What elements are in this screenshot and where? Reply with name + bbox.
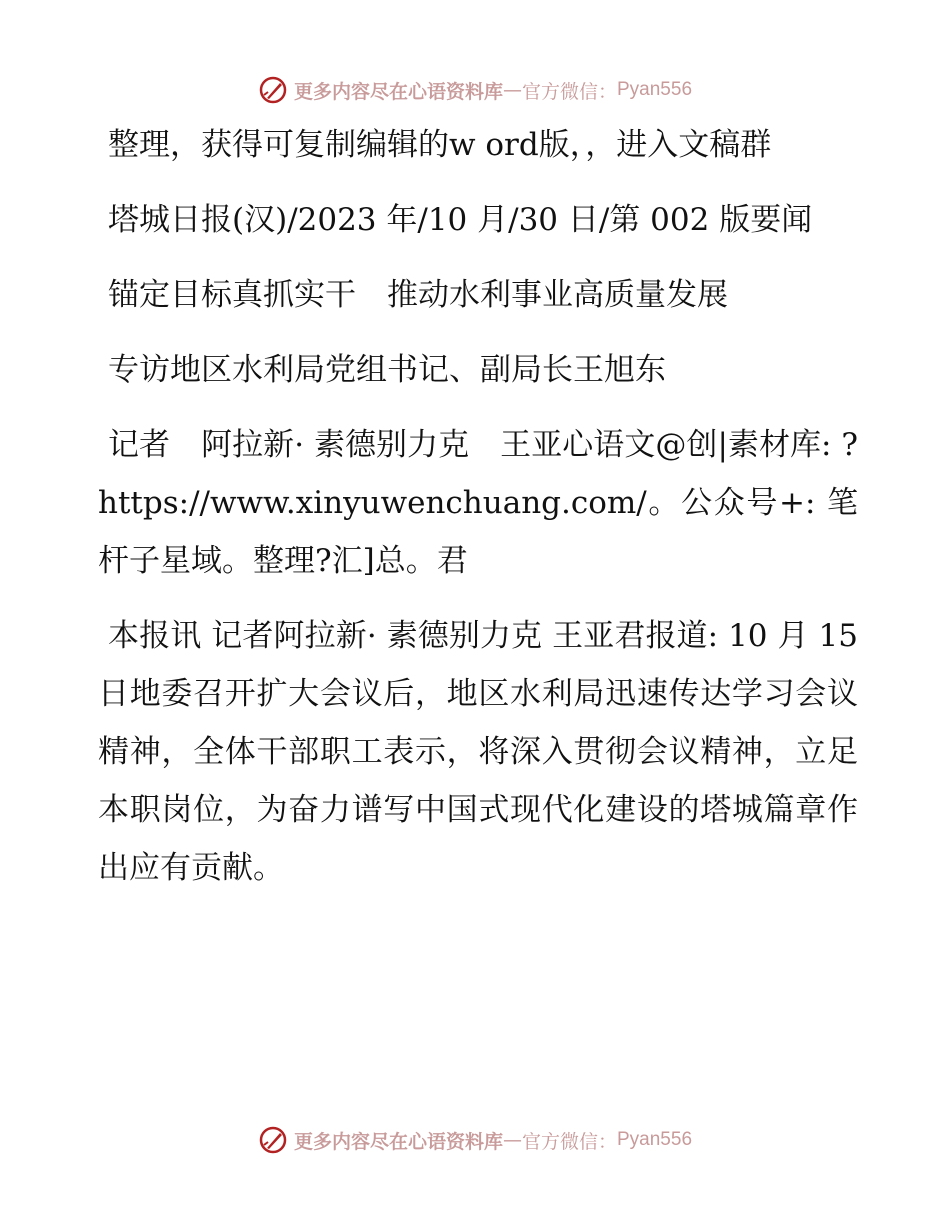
paragraph-source-line: 塔城日报(汉)/2023 年/10 月/30 日/第 002 版要闻: [108, 202, 813, 238]
header-watermark-text: 更多内容尽在心语资料库: [293, 80, 503, 103]
paragraph-byline: 记者 阿拉新· 素德别力克 王亚心语文@创|素材库: ?https://www.xinyuwenchuang.com/。公众号+: 笔杆子星域。整理?汇]总。君: [98, 427, 858, 579]
header-watermark-dash: —: [502, 79, 522, 101]
article-title: 锚定目标真抓实干 推动水利事业高质量发展: [108, 277, 728, 313]
feather-pen-logo-icon: [258, 75, 288, 105]
footer-watermark-id: Pyan556: [617, 1129, 693, 1150]
feather-pen-logo-icon: [258, 1125, 288, 1155]
footer-watermark: [0, 1120, 950, 1160]
paragraph-lead: 本报讯 记者阿拉新· 素德别力克 王亚君报道: 10 月 15 日地委召开扩大会议后，地区水利局迅速传达学习会议精神，全体干部职工表示，将深入贯彻会议精神，立足本职岗位，为奋力谱写中国式现代化建设的塔城篇章作出应有贡献。: [98, 618, 858, 886]
article-subtitle: 专访地区水利局党组书记、副局长王旭东: [108, 352, 666, 388]
footer-watermark-text: 更多内容尽在心语资料库: [293, 1130, 503, 1153]
header-watermark-id: Pyan556: [617, 79, 693, 100]
paragraph-intro-note: 整理，获得可复制编辑的w ord版，，进入文稿群: [108, 127, 772, 163]
footer-watermark-dash: —: [502, 1129, 522, 1151]
header-watermark: [0, 70, 950, 110]
footer-watermark-contact: 官方微信：: [521, 1130, 617, 1153]
header-watermark-contact: 官方微信：: [521, 80, 617, 103]
article-body: [98, 116, 858, 914]
